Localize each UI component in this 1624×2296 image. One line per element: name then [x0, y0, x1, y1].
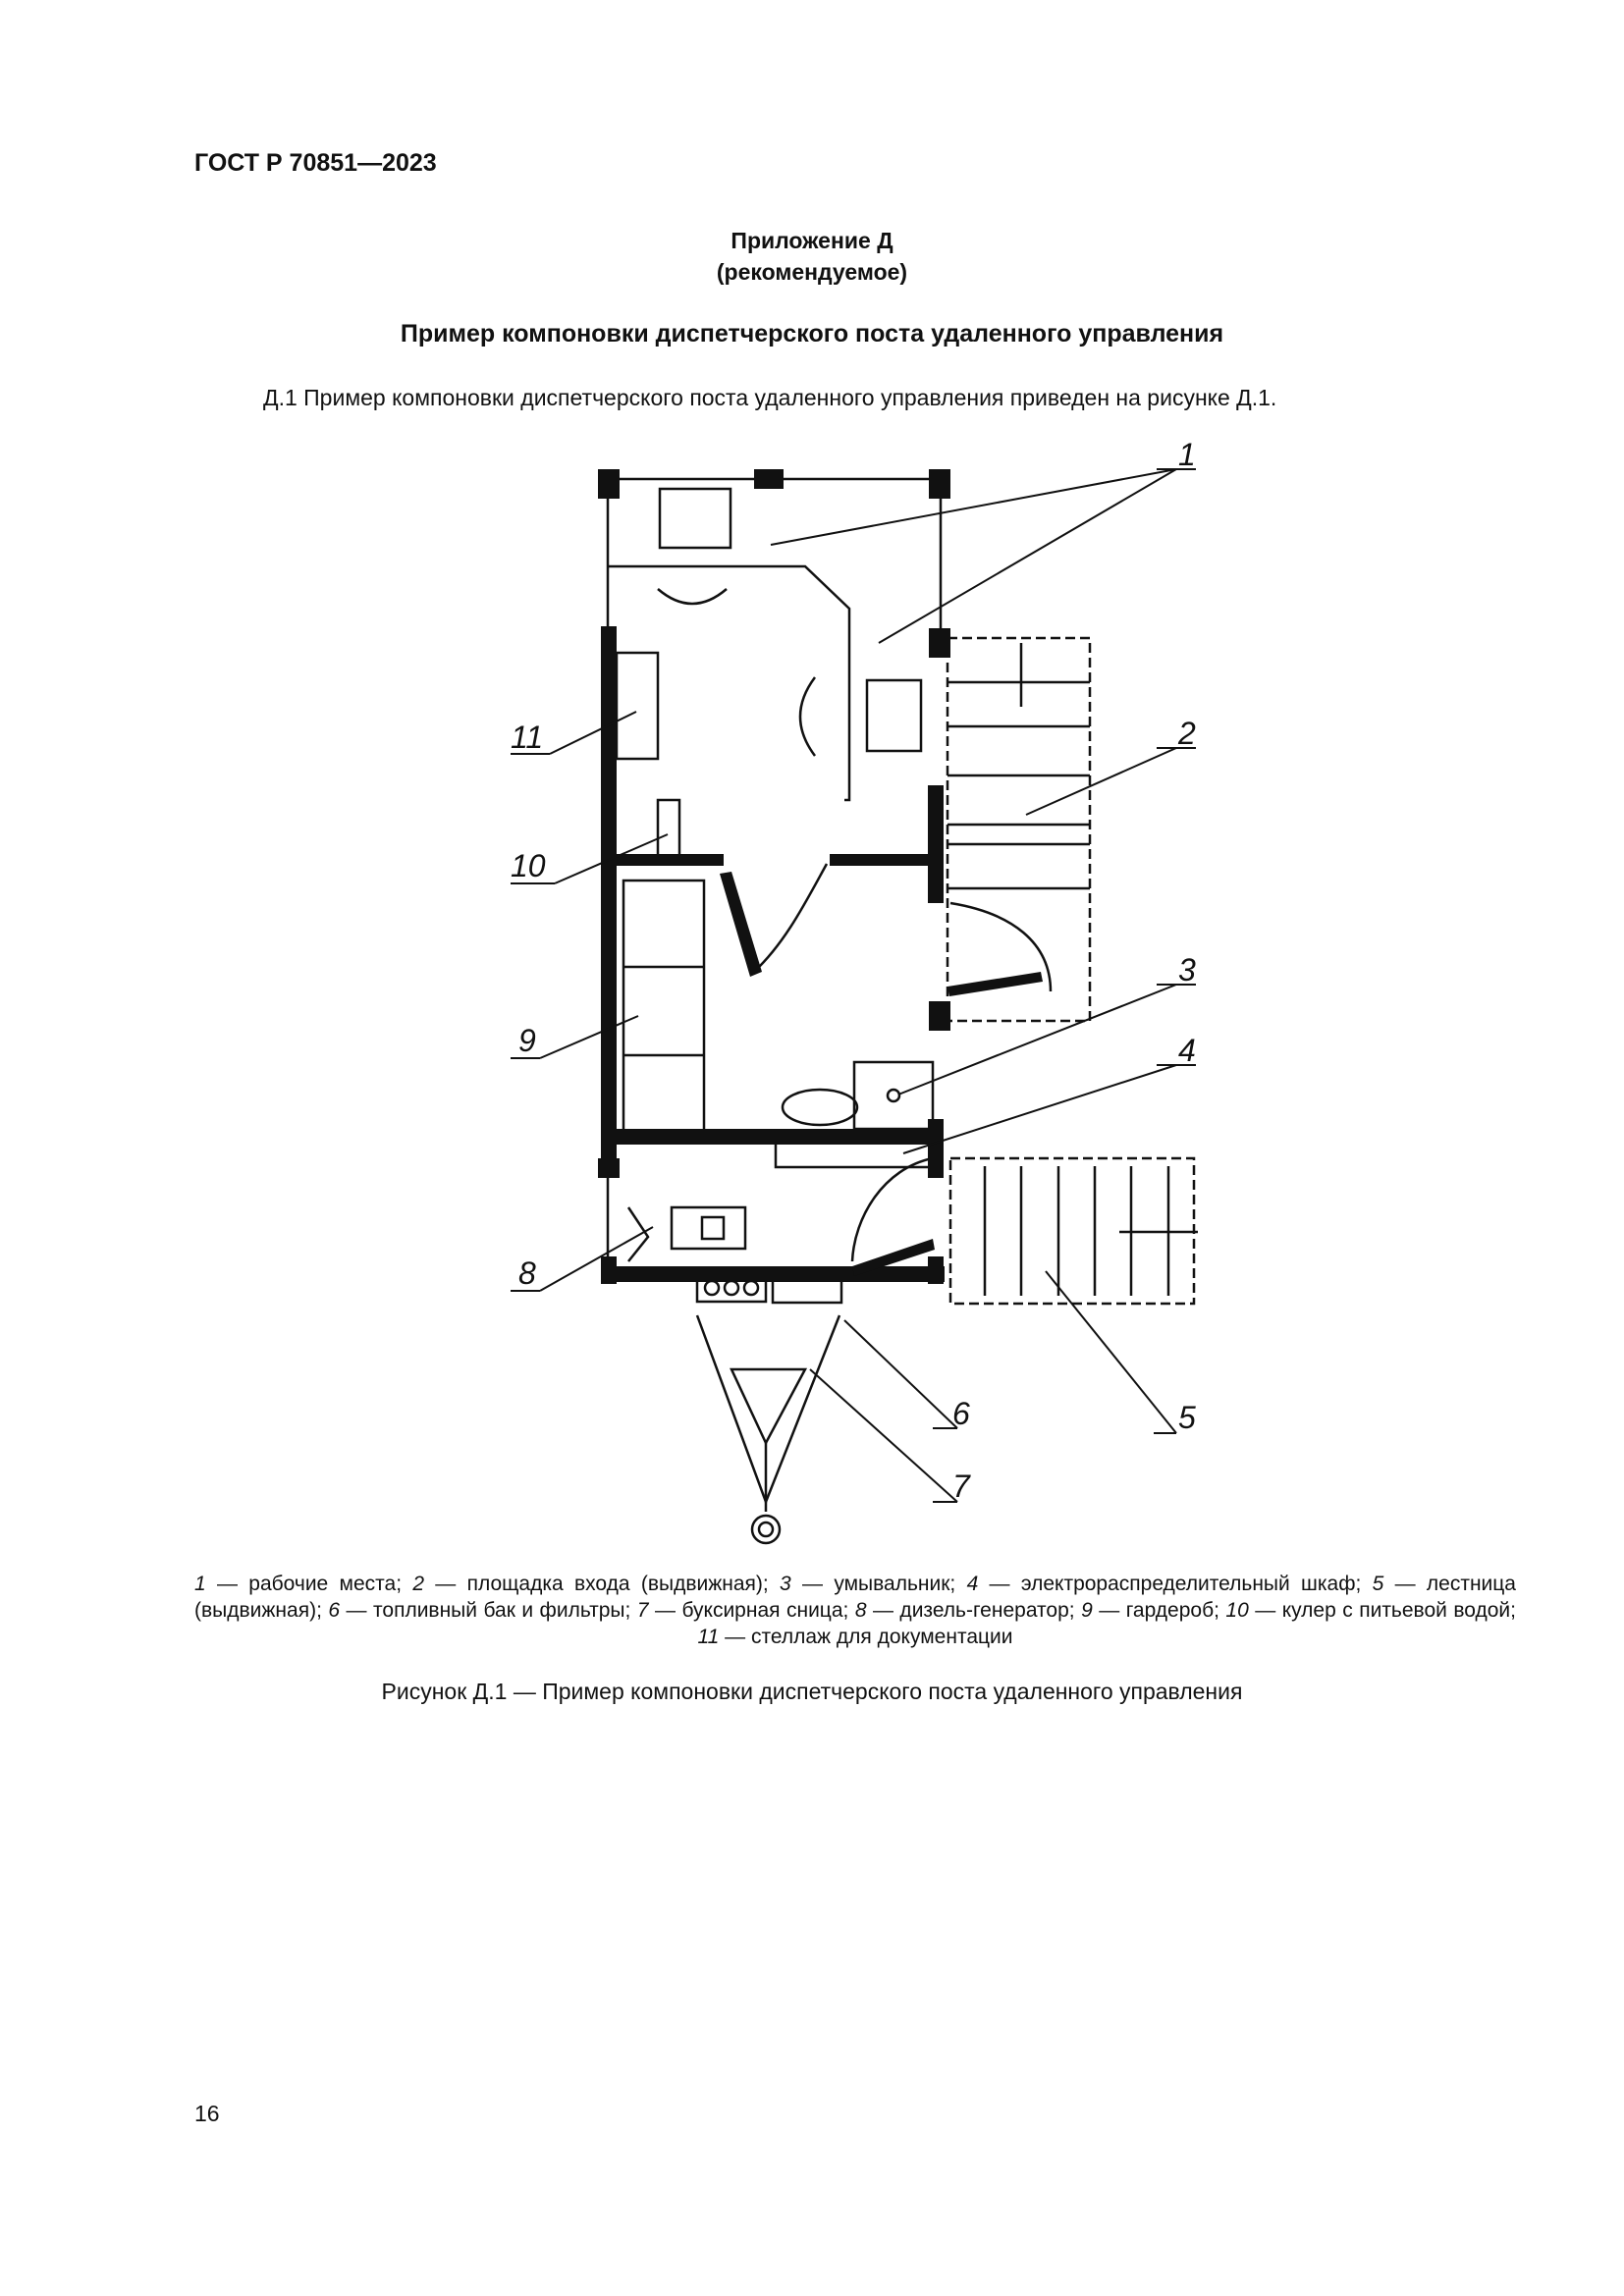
- legend-num: 2: [412, 1573, 425, 1595]
- entry-platform-2: [947, 638, 1090, 1021]
- rear-wall: [601, 1266, 945, 1282]
- legend-text: — стеллаж для документации: [719, 1626, 1013, 1648]
- figure-legend: [194, 1571, 1516, 1650]
- legend-num: 3: [780, 1573, 791, 1595]
- legend-num: 7: [636, 1599, 649, 1622]
- console-outline: [608, 566, 849, 800]
- callout-11: 11: [511, 720, 544, 755]
- chair-side: [800, 677, 815, 756]
- diesel-generator-8: [672, 1207, 745, 1249]
- callout-5: 5: [1178, 1400, 1196, 1435]
- sink-3: [854, 1062, 933, 1129]
- legend-num: 8: [854, 1599, 867, 1622]
- upper-door-leaf: [720, 872, 762, 977]
- appendix-title: Приложение Д: [731, 228, 893, 253]
- callout-10: 10: [511, 848, 546, 883]
- callout-7: 7: [952, 1468, 970, 1504]
- upper-partition-right: [830, 854, 928, 866]
- platform-door-leaf: [947, 972, 1043, 996]
- right-wall-lower: [928, 1119, 944, 1178]
- legend-text: — гардероб;: [1092, 1599, 1226, 1622]
- legend-text: — лестница (выдвижная);: [194, 1573, 1516, 1622]
- monitor-top: [660, 489, 731, 548]
- shelving-11: [617, 653, 658, 759]
- intro-paragraph: Д.1 Пример компоновки диспетчерского поста удаленного управления приведен на рисунке Д.1.: [263, 385, 1277, 410]
- callout-1: 1: [1178, 437, 1196, 472]
- section-heading: Пример компоновки диспетчерского поста удаленного управления: [400, 320, 1224, 347]
- callout-9: 9: [518, 1023, 536, 1058]
- callout-3: 3: [1178, 952, 1196, 988]
- monitor-side: [867, 680, 921, 751]
- callout-6: 6: [952, 1396, 970, 1431]
- mid-partition-wall: [601, 1129, 935, 1145]
- drawbar-7: [697, 1315, 839, 1502]
- right-wall-upper: [928, 785, 944, 903]
- figure-caption: Рисунок Д.1 — Пример компоновки диспетчерского поста удаленного управления: [381, 1679, 1243, 1704]
- legend-text: — рабочие места;: [205, 1573, 413, 1595]
- legend-text: — кулер с питьевой водой;: [1248, 1599, 1516, 1622]
- legend-text: — буксирная сница;: [648, 1599, 855, 1622]
- upper-door-swing: [754, 864, 827, 972]
- legend-num: 6: [328, 1599, 341, 1622]
- standard-header: ГОСТ Р 70851—2023: [194, 149, 437, 177]
- left-wall-upper: [601, 626, 617, 1161]
- chair-top: [658, 589, 727, 604]
- legend-num: 9: [1081, 1599, 1093, 1622]
- chair-sink: [783, 1090, 857, 1125]
- cooler-10: [658, 800, 679, 859]
- legend-num: 10: [1225, 1599, 1249, 1622]
- callout-8: 8: [518, 1255, 536, 1291]
- legend-text: — площадка входа (выдвижная);: [424, 1573, 781, 1595]
- appendix-status: (рекомендуемое): [716, 259, 908, 285]
- page-number: 16: [194, 2101, 220, 2126]
- wardrobe-9: [623, 881, 704, 1131]
- legend-text: — электрораспределительный шкаф;: [978, 1573, 1373, 1595]
- legend-num: 11: [697, 1626, 720, 1648]
- legend-num: 4: [966, 1573, 979, 1595]
- legend-text: — умывальник;: [790, 1573, 967, 1595]
- legend-num: 1: [194, 1573, 206, 1595]
- legend-text: — дизель-генератор;: [866, 1599, 1082, 1622]
- callout-2: 2: [1178, 716, 1196, 751]
- callout-4: 4: [1178, 1033, 1196, 1068]
- legend-num: 5: [1372, 1573, 1384, 1595]
- legend-text: — топливный бак и фильтры;: [340, 1599, 637, 1622]
- electrical-cabinet-4: [776, 1142, 931, 1167]
